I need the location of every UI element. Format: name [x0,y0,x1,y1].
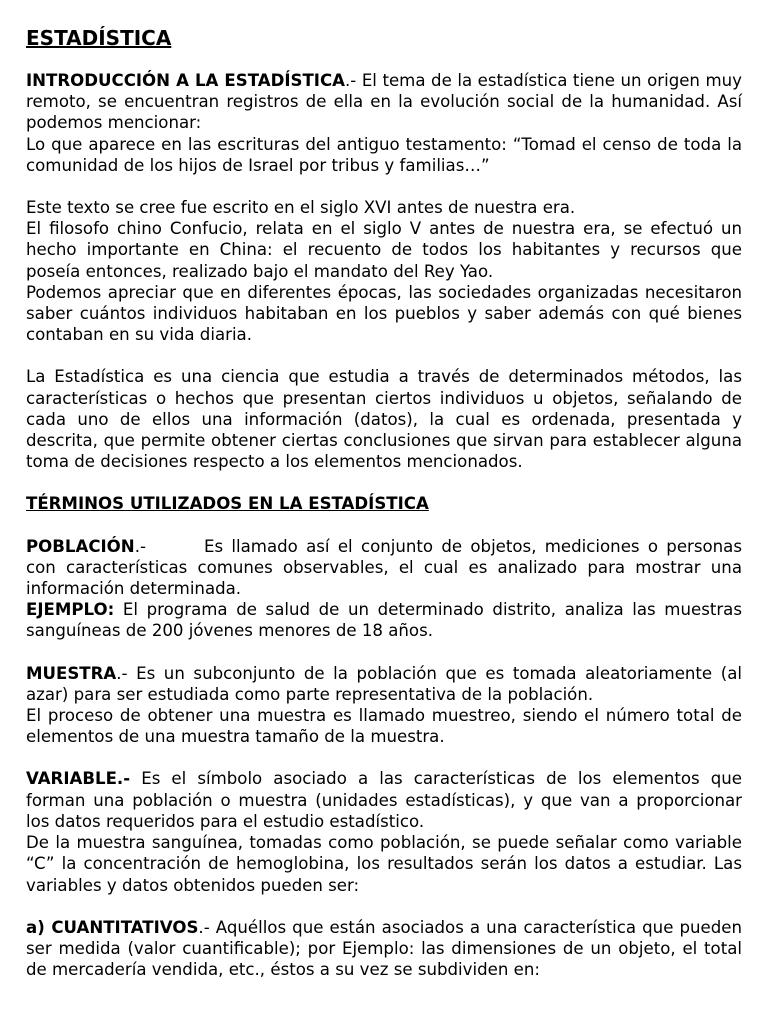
muestra-separator: .- [116,663,128,683]
definition-paragraph: La Estadística es una ciencia que estudia a través de determinados métodos, las características o hechos que presentan ciertos individuos u objetos, señalando de cada uno de ellos una información (datos), la cual es ordenada, presentada y descrita, que permite obtener ciertas conclusiones que sirvan para establecer alguna toma de decisiones respecto a los elementos mencionados. [26,367,742,472]
poblacion-paragraph [26,536,742,600]
muestra-term: MUESTRA [26,663,117,683]
spacer [26,472,742,493]
cuantitativos-term: a) CUANTITATIVOS [26,917,199,937]
spacer [26,642,742,663]
poblacion-text: Es llamado así el conjunto de objetos, mediciones o personas con características comunes observables, el cual es analizado para mostrar una información determinada. [26,536,742,599]
muestra-text: Es un subconjunto de la población que es tomada aleatoriamente (al azar) para ser estudiada como parte representativa de la población. [26,663,742,704]
document-page [26,26,742,980]
cuantitativos-separator: .- [198,917,210,937]
spacer [26,176,742,197]
variable-paragraph [26,768,742,832]
poblacion-term: POBLACIÓN [26,536,135,556]
poblacion-separator: .- [134,536,146,556]
ejemplo-text: El programa de salud de un determinado distrito, analiza las muestras sanguíneas de 200 jóvenes menores de 18 años. [26,600,742,641]
confucio-paragraph: El filosofo chino Confucio, relata en el siglo V antes de nuestra era, se efectuó un hecho importante en China: el recuento de todos los habitantes y recursos que poseía entonces, realizado bajo el mandato del Rey Yao. [26,219,742,281]
spacer [26,896,742,917]
intro-text: El tema de la estadística tiene un origen muy remoto, se encuentran registros de ella en la evolución social de la humanidad. Así podemos mencionar: [26,71,742,133]
variable-term: VARIABLE.- [26,769,131,789]
siglo-paragraph: Este texto se cree fue escrito en el siglo XVI antes de nuestra era. [26,198,576,218]
cuantitativos-text: Aquéllos que están asociados a una característica que pueden ser medida (valor cuantificable); por Ejemplo: las dimensiones de un objeto, el total de mercadería vendida, etc., éstos a su vez se subdividen en: [26,917,742,980]
spacer [26,345,742,366]
section-heading: TÉRMINOS UTILIZADOS EN LA ESTADÍSTICA [26,494,429,514]
intro-separator: .- [345,71,357,90]
epocas-paragraph: Podemos apreciar que en diferentes épocas, las sociedades organizadas necesitaron saber cuántos individuos habitaban en los pueblos y saber además con qué bienes contaban en su vida diaria. [26,282,742,345]
variable-example-paragraph: De la muestra sanguínea, tomadas como población, se puede señalar como variable “C” la concentración de hemoglobina, los resultados serán los datos a estudiar. Las variables y datos obtenidos pueden ser: [26,833,742,895]
spacer [26,747,742,768]
intro-term: INTRODUCCIÓN A LA ESTADÍSTICA [26,71,346,90]
spacer [26,515,742,536]
ejemplo-term: EJEMPLO: [26,600,115,620]
intro-paragraph [26,70,742,134]
cuantitativos-paragraph [26,917,742,981]
variable-text: Es el símbolo asociado a las características de los elementos que forman una población o muestra (unidades estadísticas), y que van a proporcionar los datos requeridos para el estudio estadístico. [26,769,742,831]
intro-quote-paragraph: Lo que aparece en las escrituras del antiguo testamento: “Tomad el censo de toda la comunidad de los hijos de Israel por tribus y familias…” [26,134,742,175]
document-title: ESTADÍSTICA [26,26,172,50]
muestra-paragraph [26,663,742,705]
ejemplo-paragraph [26,599,742,641]
muestreo-paragraph: El proceso de obtener una muestra es llamado muestreo, siendo el número total de elementos de una muestra tamaño de la muestra. [26,706,742,747]
